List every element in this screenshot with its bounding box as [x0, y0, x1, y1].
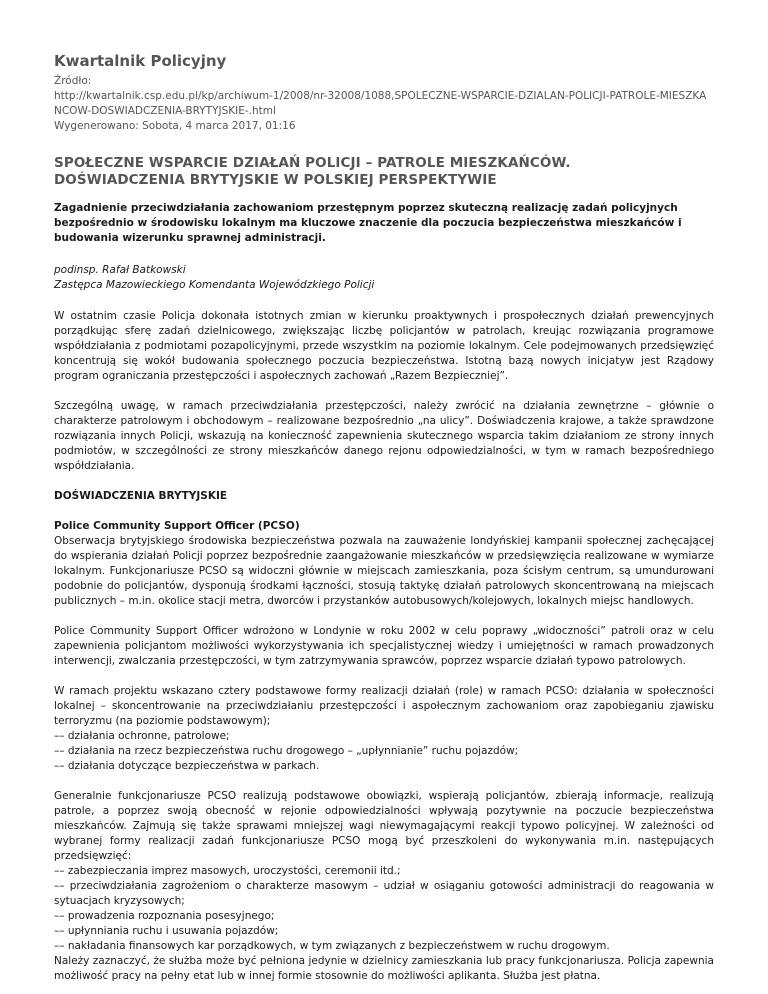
- section-heading: DOŚWIADCZENIA BRYTYJSKIE: [54, 490, 228, 502]
- closing-paragraph: Należy zaznaczyć, że służba może być pełniona jedynie w dzielnicy zamieszkania lub pracy funkcjonariusza. Policja zapewnia możliwość pracy na pełny etat lub w innej formie stosownie do możliwości aplikanta. Służba jest płatna.: [54, 955, 714, 982]
- roles-list-item: –– działania na rzecz bezpieczeństwa ruchu drogowego – „upłynnianie” ruchu pojazdów;: [54, 745, 519, 757]
- article-lead: Zagadnienie przeciwdziałania zachowaniom przestępnym poprzez skuteczną realizację zadań policyjnych bezpośrednio w środowisku lokalnym ma kluczowe znaczenie dla poczucia bezpieczeństwa mieszkańców i budowania wizerunku sprawnej administracji.: [54, 202, 682, 244]
- article-title-line2: DOŚWIADCZENIA BRYTYJSKIE W POLSKIEJ PERSPEKTYWIE: [54, 172, 497, 188]
- author-name: podinsp. Rafał Batkowski: [54, 264, 186, 276]
- duties-list-item: –– nakładania finansowych kar porządkowych, w tym związanych z bezpieczeństwem w ruchu drogowym.: [54, 940, 610, 952]
- pcso-paragraph: Obserwacja brytyjskiego środowiska bezpieczeństwa pozwala na zauważenie londyńskiej kampanii społecznej zachęcającej do wspierania działań Policji poprzez bezpośrednie zaangażowanie mieszkańców w przedsięwzięcia realizowane w wymiarze lokalnym. Funkcjonariusze PCSO są widoczni głównie w miejscach zamieszkania, poza ścisłym centrum, są umundurowani podobnie do policjantów, dysponują środkami łączności, stosują taktykę działań patrolowych skoncentrowaną na miejscach publicznych – m.in. okolice stacji metra, dworców i przystanków autobusowych/kolejowych, lokalnych miejsc handlowych.: [54, 535, 714, 607]
- duties-list-item: –– przeciwdziałania zagrożeniom o charakterze masowym – udział w osiąganiu gotowości administracji do reagowania w sytuacjach kryzysowych;: [54, 880, 714, 907]
- source-label: Źródło:: [54, 75, 92, 87]
- duties-block: [54, 789, 714, 984]
- article-title: [54, 155, 714, 189]
- paragraph-1: W ostatnim czasie Policja dokonała istotnych zmian w kierunku proaktywnych i prospołecznych działań prewencyjnych porządkując sferę zadań dzielnicowego, zwiększając liczbę policjantów w patrolach, kreując rozwiązania programowe współdziałania z podmiotami pozapolicyjnymi, przede wszystkim na poziomie lokalnym. Cele podejmowanych przedsięwzięć koncentrują się wokół budowania społecznego poczucia bezpieczeństwa. Istotną bazą nowych inicjatyw jest Rządowy program ograniczania przestępczości i aspołecznych zachowań „Razem Bezpieczniej”.: [54, 310, 714, 382]
- duties-list-item: –– prowadzenia rozpoznania posesyjnego;: [54, 910, 275, 922]
- source-url-line2: NCOW-DOSWIADCZENIA-BRYTYJSKIE-.html: [54, 105, 276, 117]
- source-url-line1: http://kwartalnik.csp.edu.pl/kp/archiwum-1/2008/nr-32008/1088,SPOLECZNE-WSPARCIE-DZIALAN-POLICJI-PATROLE-MIESZKA: [54, 90, 707, 102]
- generated-timestamp: Wygenerowano: Sobota, 4 marca 2017, 01:16: [54, 120, 296, 132]
- site-title: Kwartalnik Policyjny: [54, 52, 227, 70]
- paragraph-2: Szczególną uwagę, w ramach przeciwdziałania przestępczości, należy zwrócić na działania zewnętrzne – głównie o charakterze patrolowym i obchodowym – realizowane bezpośrednio „na ulicy”. Doświadczenia krajowe, a także sprawdzone rozwiązania innych Policji, wskazują na konieczność zapewnienia skutecznego wsparcia takim działaniom ze strony innych podmiotów, w szczególności ze strony mieszkańców danego rejonu odpowiedzialności, w tym w ramach bezpośredniego współdziałania.: [54, 400, 714, 472]
- author-block: [54, 263, 714, 293]
- roles-list-item: –– działania ochronne, patrolowe;: [54, 730, 230, 742]
- duties-intro: Generalnie funkcjonariusze PCSO realizują podstawowe obowiązki, wspierają policjantów, zbierają informacje, realizują patrole, a poprzez swoją obecność w rejonie odpowiedzialności wpływają pozytywnie na poczucie bezpieczeństwa mieszkańców. Zajmują się także sprawami mniejszej wagi niewymagającymi reakcji typowo policyjnej. W zależności od wybranej formy realizacji zadań funkcjonariusze PCSO mogą być przeszkoleni do wykonywania m.in. następujących przedsięwzięć:: [54, 790, 714, 862]
- duties-list-item: –– zabezpieczania imprez masowych, uroczystości, ceremonii itd.;: [54, 865, 401, 877]
- pcso-heading: Police Community Support Officer (PCSO): [54, 520, 300, 532]
- roles-block: [54, 684, 714, 774]
- paragraph-3: Police Community Support Officer wdrożono w Londynie w roku 2002 w celu poprawy „widoczności” patroli oraz w celu zapewnienia policjantom możliwości wykorzystywania ich specjalistycznej wiedzy i umiejętności w ramach prowadzonych interwencji, zwalczania przestępczości, w tym zatrzymywania sprawców, poprzez wsparcie działań typowo patrolowych.: [54, 625, 714, 667]
- author-role: Zastępca Mazowieckiego Komendanta Wojewódzkiego Policji: [54, 279, 375, 291]
- roles-list-item: –– działania dotyczące bezpieczeństwa w parkach.: [54, 760, 320, 772]
- duties-list-item: –– upłynniania ruchu i usuwania pojazdów;: [54, 925, 279, 937]
- roles-intro: W ramach projektu wskazano cztery podstawowe formy realizacji działań (role) w ramach PCSO: działania w społeczności lokalnej – skoncentrowanie na przeciwdziałaniu przestępczości i aspołecznym zachowaniom oraz zapobieganiu zjawisku terroryzmu (na poziomie podstawowym);: [54, 685, 714, 727]
- pcso-block: [54, 519, 714, 609]
- article-title-line1: SPOŁECZNE WSPARCIE DZIAŁAŃ POLICJI – PATROLE MIESZKAŃCÓW.: [54, 155, 571, 171]
- source-meta: [54, 74, 714, 134]
